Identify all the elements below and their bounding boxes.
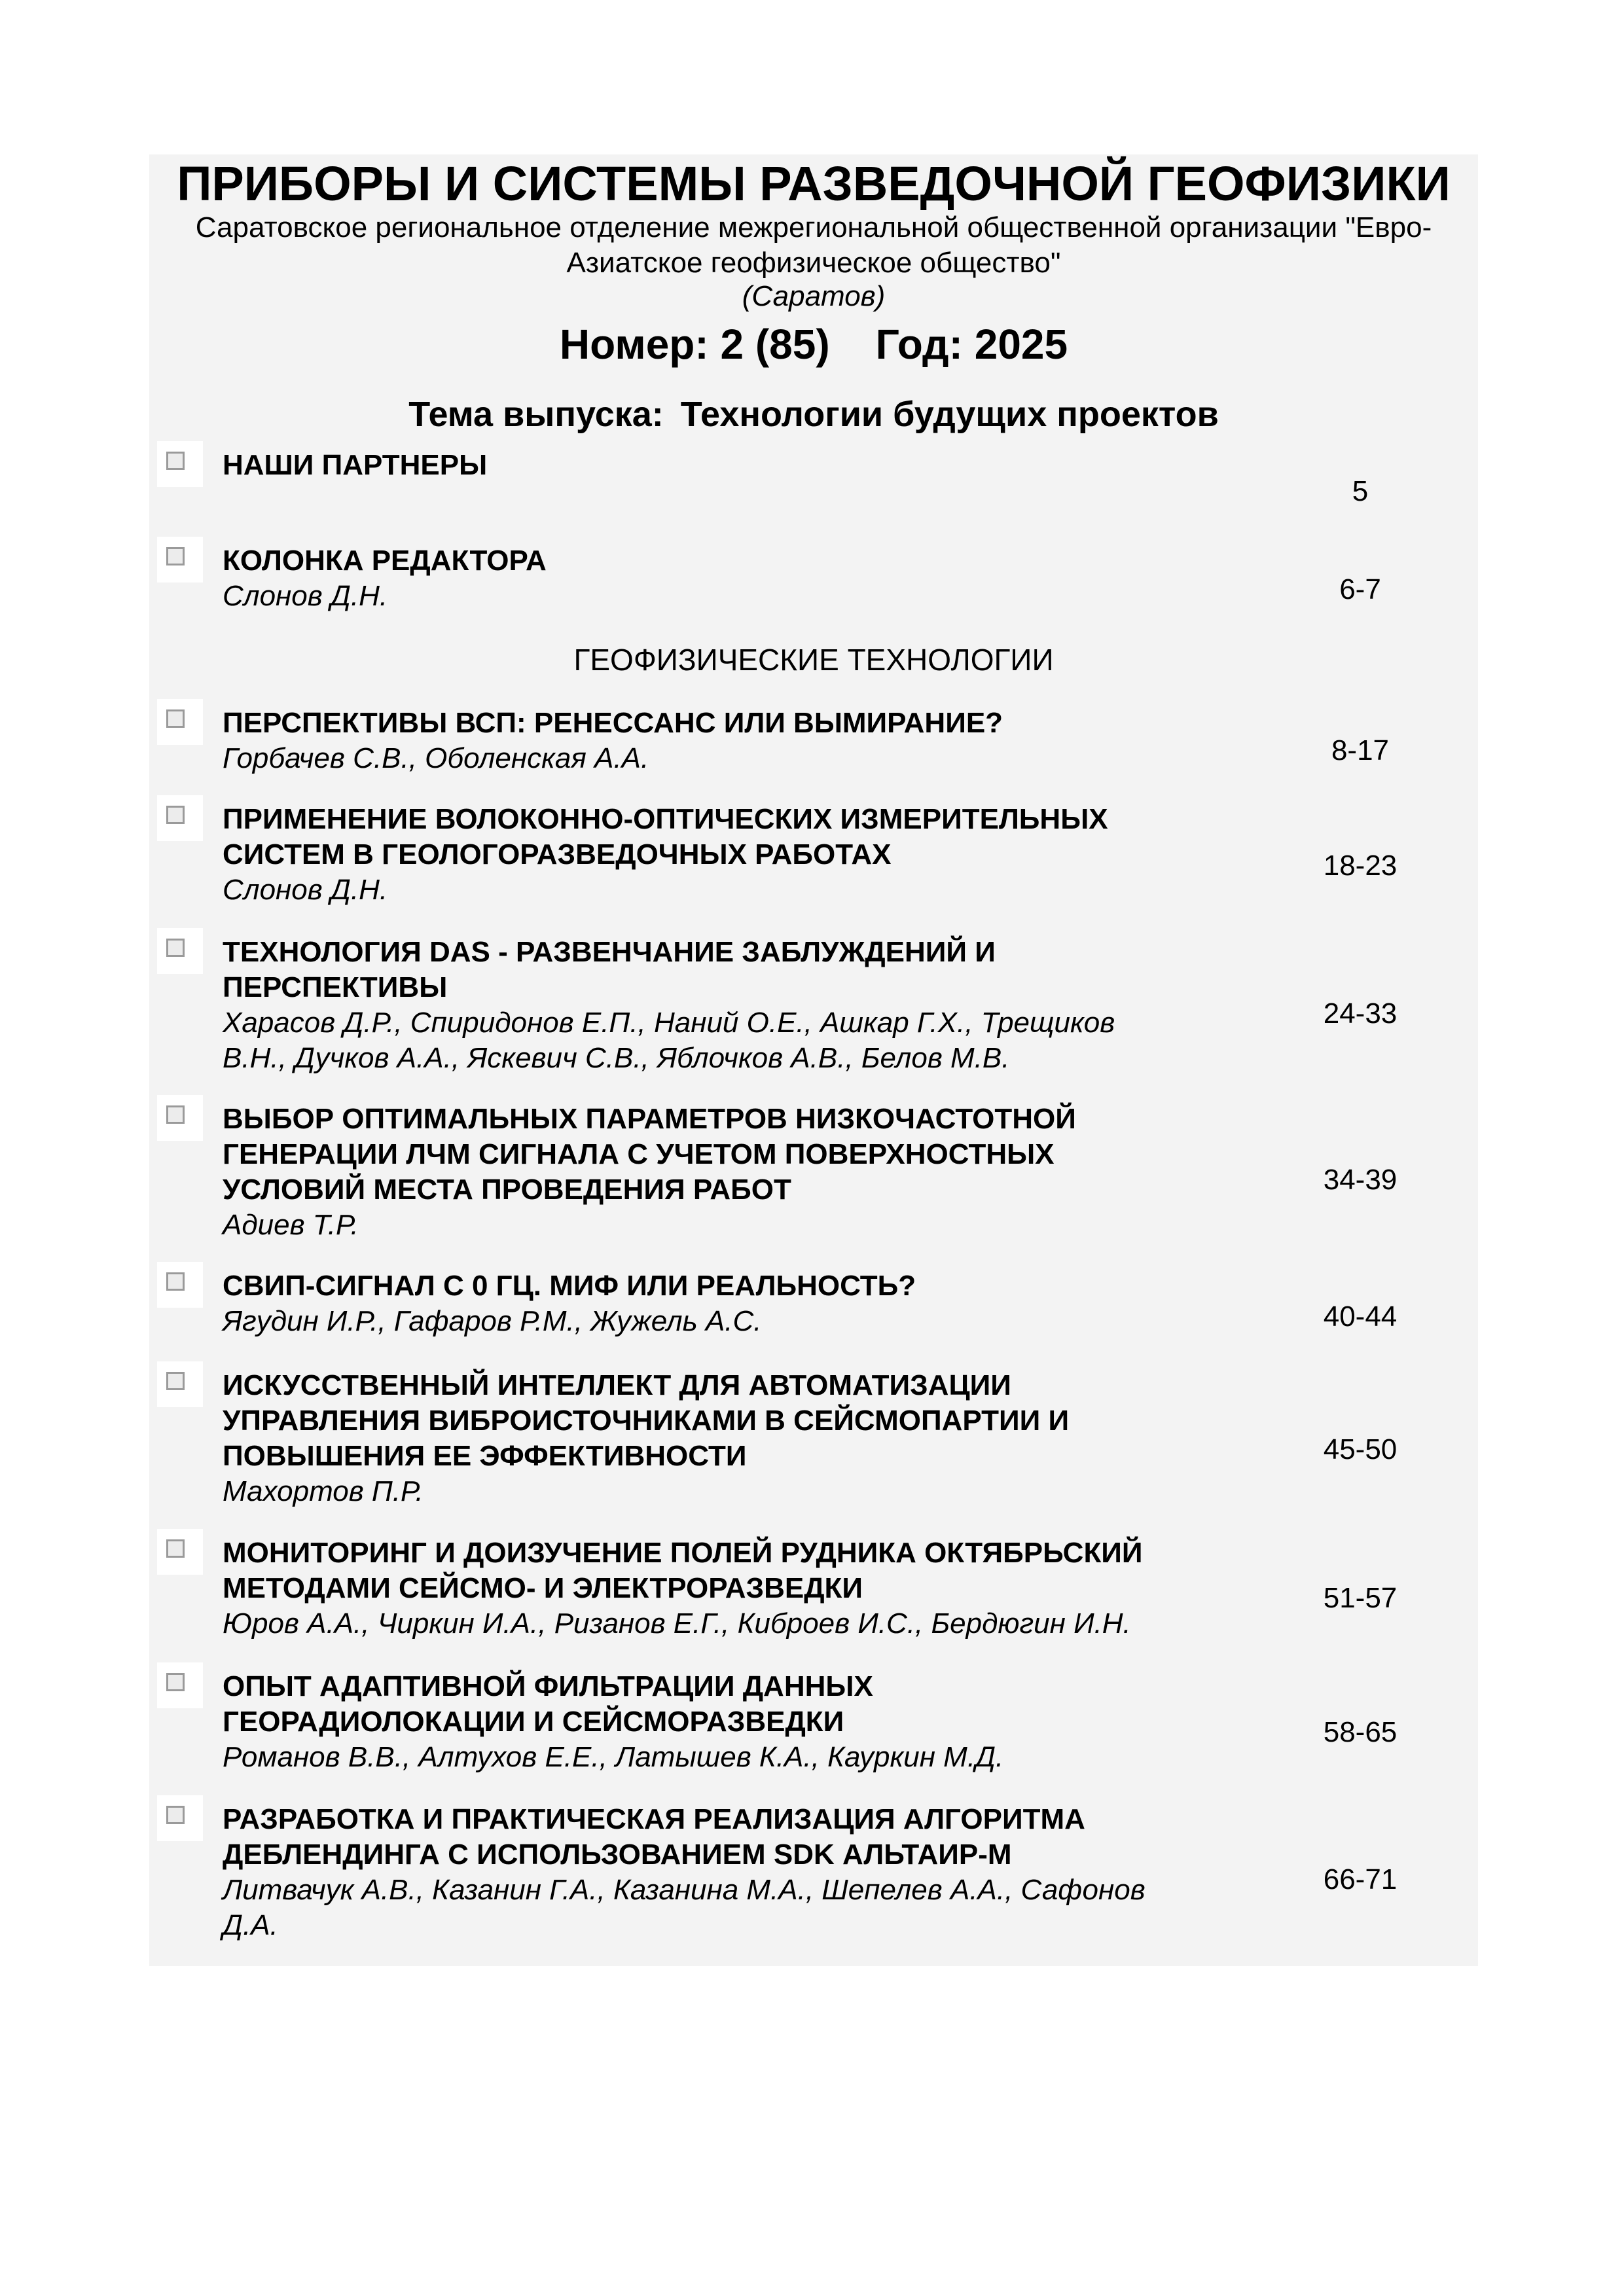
entry-pages: 8-17 (1331, 734, 1390, 766)
entry-pages: 24-33 (1323, 997, 1398, 1030)
entry-title-line: ТЕХНОЛОГИЯ DAS - РАЗВЕНЧАНИЕ ЗАБЛУЖДЕНИЙ И (223, 936, 996, 968)
entry-authors (223, 1208, 1348, 1243)
entry-authors (223, 1606, 1348, 1641)
entry-checkbox-icon[interactable] (157, 1662, 203, 1708)
entry-title[interactable] (223, 1102, 1348, 1208)
issue-theme (149, 391, 1478, 437)
entry-checkbox-icon[interactable] (157, 1795, 203, 1841)
issue-number: Номер: 2 (85) (559, 321, 830, 368)
entry-author-line: Адиев Т.Р. (223, 1209, 359, 1241)
entry-title-line: ПЕРСПЕКТИВЫ ВСП: РЕНЕССАНС ИЛИ ВЫМИРАНИЕ? (223, 707, 1003, 739)
entry-title-line: КОЛОНКА РЕДАКТОРА (223, 545, 547, 577)
entry-title[interactable] (223, 448, 1348, 483)
entry-title[interactable] (223, 1535, 1348, 1606)
entry-title-line: ПЕРСПЕКТИВЫ (223, 971, 448, 1003)
entry-title[interactable] (223, 1669, 1348, 1740)
entry-author-line: Юров А.А., Чиркин И.А., Ризанов Е.Г., Киброев И.С., Бердюгин И.Н. (223, 1607, 1131, 1640)
entry-title-line: СВИП-СИГНАЛ С 0 ГЦ. МИФ ИЛИ РЕАЛЬНОСТЬ? (223, 1270, 916, 1302)
entry-checkbox-icon[interactable] (157, 1361, 203, 1407)
entry-checkbox-icon[interactable] (157, 537, 203, 583)
entry-title-line: ВЫБОР ОПТИМАЛЬНЫХ ПАРАМЕТРОВ НИЗКОЧАСТОТНОЙ (223, 1103, 1076, 1135)
entry-authors (223, 1740, 1348, 1775)
publisher-line: Саратовское региональное отделение межрегиональной общественной организации "Евро- (195, 211, 1432, 243)
entry-title-line: СИСТЕМ В ГЕОЛОГОРАЗВЕДОЧНЫХ РАБОТАХ (223, 838, 892, 870)
entry-title[interactable] (223, 802, 1348, 872)
entry-title[interactable] (223, 543, 1348, 579)
city: (Саратов) (742, 280, 886, 312)
entry-author-line: Романов В.В., Алтухов Е.Е., Латышев К.А., Кауркин М.Д. (223, 1741, 1004, 1773)
entry-authors (223, 1005, 1348, 1076)
entry-title-line: ОПЫТ АДАПТИВНОЙ ФИЛЬТРАЦИИ ДАННЫХ (223, 1670, 873, 1702)
entry-pages: 66-71 (1323, 1863, 1398, 1895)
entry-checkbox-icon[interactable] (157, 1529, 203, 1575)
entry-title-line: ДЕБЛЕНДИНГА С ИСПОЛЬЗОВАНИЕМ SDK АЛЬТАИР-М (223, 1839, 1012, 1871)
entry-author-line: В.Н., Дучков А.А., Яскевич С.В., Яблочков А.В., Белов М.В. (223, 1042, 1010, 1074)
entry-pages: 51-57 (1323, 1582, 1398, 1614)
entry-pages: 40-44 (1323, 1300, 1398, 1333)
entry-pages: 5 (1352, 475, 1369, 507)
issue-info (149, 318, 1478, 370)
entry-checkbox-icon[interactable] (157, 1095, 203, 1141)
publisher-line: Азиатское геофизическое общество" (566, 247, 1061, 279)
entry-title-line: НАШИ ПАРТНЕРЫ (223, 449, 488, 481)
issue-year: Год: 2025 (875, 321, 1068, 368)
theme-value: Технологии будущих проектов (680, 395, 1219, 434)
entry-title-line: ГЕНЕРАЦИИ ЛЧМ СИГНАЛА С УЧЕТОМ ПОВЕРХНОСТНЫХ (223, 1138, 1055, 1170)
entry-title-line: ПОВЫШЕНИЯ ЕЕ ЭФФЕКТИВНОСТИ (223, 1440, 747, 1472)
entry-author-line: Харасов Д.Р., Спиридонов Е.П., Наний О.Е., Ашкар Г.Х., Трещиков (223, 1007, 1115, 1039)
entry-authors (223, 1873, 1348, 1943)
entry-title-line: МЕТОДАМИ СЕЙСМО- И ЭЛЕКТРОРАЗВЕДКИ (223, 1572, 863, 1604)
entry-pages: 34-39 (1323, 1164, 1398, 1196)
entry-authors (223, 1474, 1348, 1509)
entry-author-line: Литвачук А.В., Казанин Г.А., Казанина М.А., Шепелев А.А., Сафонов (223, 1874, 1146, 1906)
entry-title[interactable] (223, 1802, 1348, 1873)
entry-checkbox-icon[interactable] (157, 1262, 203, 1308)
entry-title[interactable] (223, 935, 1348, 1005)
entry-title-line: УСЛОВИЙ МЕСТА ПРОВЕДЕНИЯ РАБОТ (223, 1174, 791, 1206)
entry-title-line: РАЗРАБОТКА И ПРАКТИЧЕСКАЯ РЕАЛИЗАЦИЯ АЛГОРИТМА (223, 1803, 1085, 1835)
entry-authors (223, 872, 1348, 908)
entry-title[interactable] (223, 1268, 1348, 1304)
entry-authors (223, 579, 1348, 614)
section-heading: ГЕОФИЗИЧЕСКИЕ ТЕХНОЛОГИИ (573, 643, 1054, 677)
journal-title: ПРИБОРЫ И СИСТЕМЫ РАЗВЕДОЧНОЙ ГЕОФИЗИКИ (177, 156, 1451, 211)
entry-title-line: ГЕОРАДИОЛОКАЦИИ И СЕЙСМОРАЗВЕДКИ (223, 1706, 844, 1738)
entry-author-line: Ягудин И.Р., Гафаров Р.М., Жужель А.С. (223, 1305, 762, 1337)
entry-pages: 45-50 (1323, 1433, 1398, 1465)
entry-author-line: Слонов Д.Н. (223, 580, 388, 612)
entry-author-line: Слонов Д.Н. (223, 874, 388, 906)
entry-checkbox-icon[interactable] (157, 441, 203, 487)
entry-checkbox-icon[interactable] (157, 699, 203, 745)
entry-title[interactable] (223, 706, 1348, 741)
entry-authors (223, 1304, 1348, 1339)
entry-title-line: МОНИТОРИНГ И ДОИЗУЧЕНИЕ ПОЛЕЙ РУДНИКА ОКТЯБРЬСКИЙ (223, 1537, 1143, 1569)
entry-checkbox-icon[interactable] (157, 795, 203, 841)
entry-author-line: Д.А. (223, 1909, 278, 1941)
publisher (149, 210, 1478, 281)
entry-authors (223, 741, 1348, 776)
entry-title-line: УПРАВЛЕНИЯ ВИБРОИСТОЧНИКАМИ В СЕЙСМОПАРТИИ И (223, 1405, 1070, 1437)
entry-pages: 18-23 (1323, 850, 1398, 882)
entry-title[interactable] (223, 1368, 1348, 1474)
entry-pages: 58-65 (1323, 1716, 1398, 1748)
entry-author-line: Махортов П.Р. (223, 1475, 424, 1507)
entry-title-line: ПРИМЕНЕНИЕ ВОЛОКОННО-ОПТИЧЕСКИХ ИЗМЕРИТЕЛЬНЫХ (223, 803, 1108, 835)
entry-checkbox-icon[interactable] (157, 928, 203, 974)
entry-title-line: ИСКУССТВЕННЫЙ ИНТЕЛЛЕКТ ДЛЯ АВТОМАТИЗАЦИИ (223, 1369, 1011, 1401)
theme-label: Тема выпуска: (408, 395, 664, 434)
entry-author-line: Горбачев С.В., Оболенская А.А. (223, 742, 649, 774)
entry-pages: 6-7 (1339, 573, 1381, 605)
